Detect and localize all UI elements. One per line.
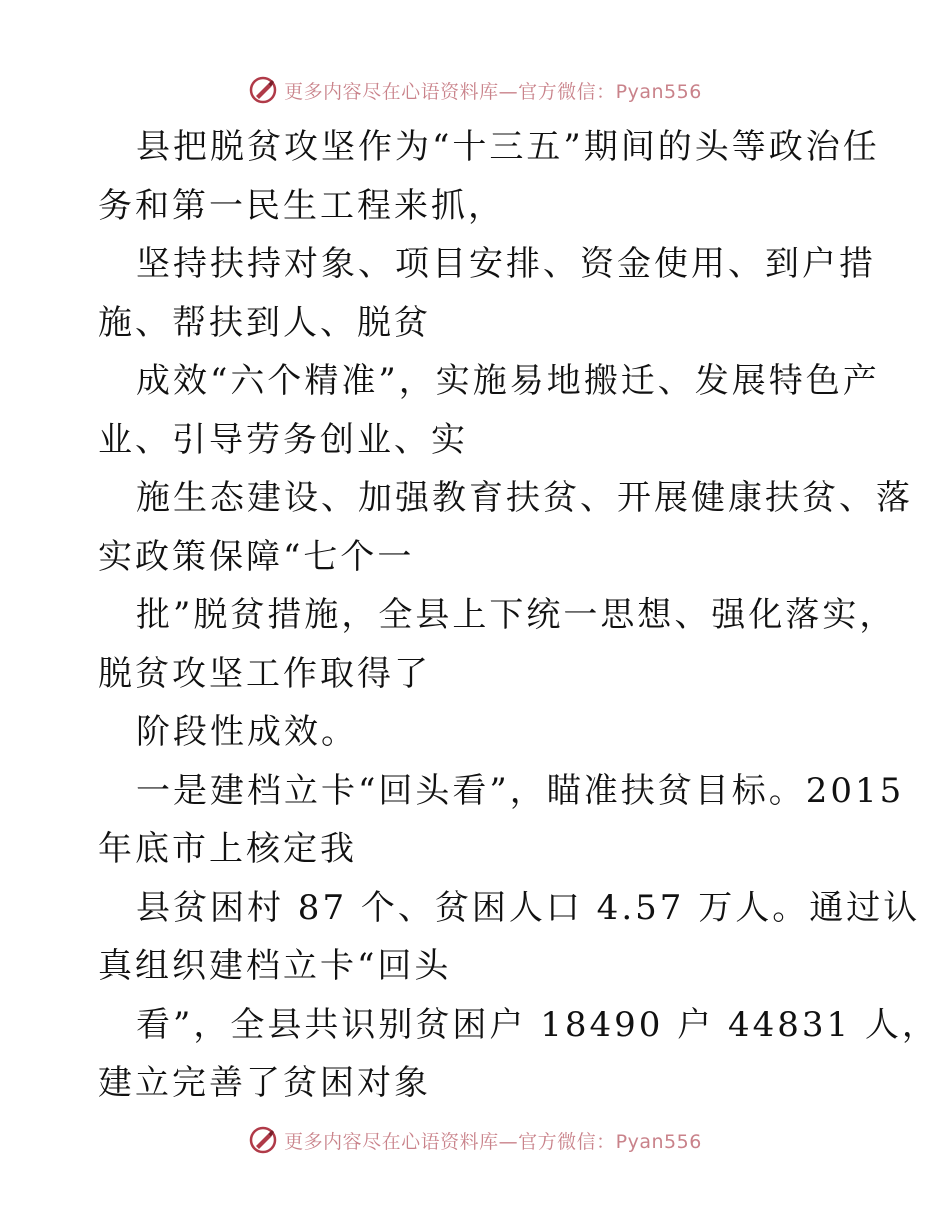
header-banner-text: 更多内容尽在心语资料库—官方微信：Pyan556 (284, 80, 702, 103)
body-line: 年底市上核定我 (98, 829, 357, 869)
body-line: 坚持扶持对象、项目安排、资金使用、到户措 (136, 244, 876, 284)
body-line: 实政策保障“七个一 (98, 536, 415, 577)
body-line: 阶段性成效。 (136, 712, 358, 752)
body-line: 批”脱贫措施，全县上下统一思想、强化落实， (136, 595, 897, 635)
body-line: 成效“六个精准”，实施易地搬迁、发展特色产 (136, 361, 880, 401)
document-body (98, 118, 939, 1113)
body-line: 看”，全县共识别贫困户 18490 户 44831 人， (136, 1004, 939, 1045)
body-line: 一是建档立卡“回头看”，瞄准扶贫目标。2015 (136, 770, 905, 811)
body-line: 施生态建设、加强教育扶贫、开展健康扶贫、落 (136, 478, 913, 518)
body-line: 脱贫攻坚工作取得了 (98, 653, 431, 694)
pen-logo-icon (248, 1125, 278, 1155)
body-line: 县贫困村 87 个、贫困人口 4.57 万人。通过认 (136, 887, 921, 928)
body-line: 县把脱贫攻坚作为“十三五”期间的头等政治任 (136, 127, 880, 167)
pen-logo-icon (248, 75, 278, 105)
footer-banner (0, 1122, 950, 1158)
body-line: 建立完善了贫困对象 (98, 1063, 431, 1103)
body-line: 务和第一民生工程来抓， (98, 185, 505, 226)
body-line: 施、帮扶到人、脱贫 (98, 302, 431, 343)
footer-banner-text: 更多内容尽在心语资料库—官方微信：Pyan556 (284, 1130, 702, 1153)
body-line: 业、引导劳务创业、实 (98, 419, 468, 460)
body-line: 真组织建档立卡“回头 (98, 946, 452, 986)
header-banner (0, 72, 950, 108)
